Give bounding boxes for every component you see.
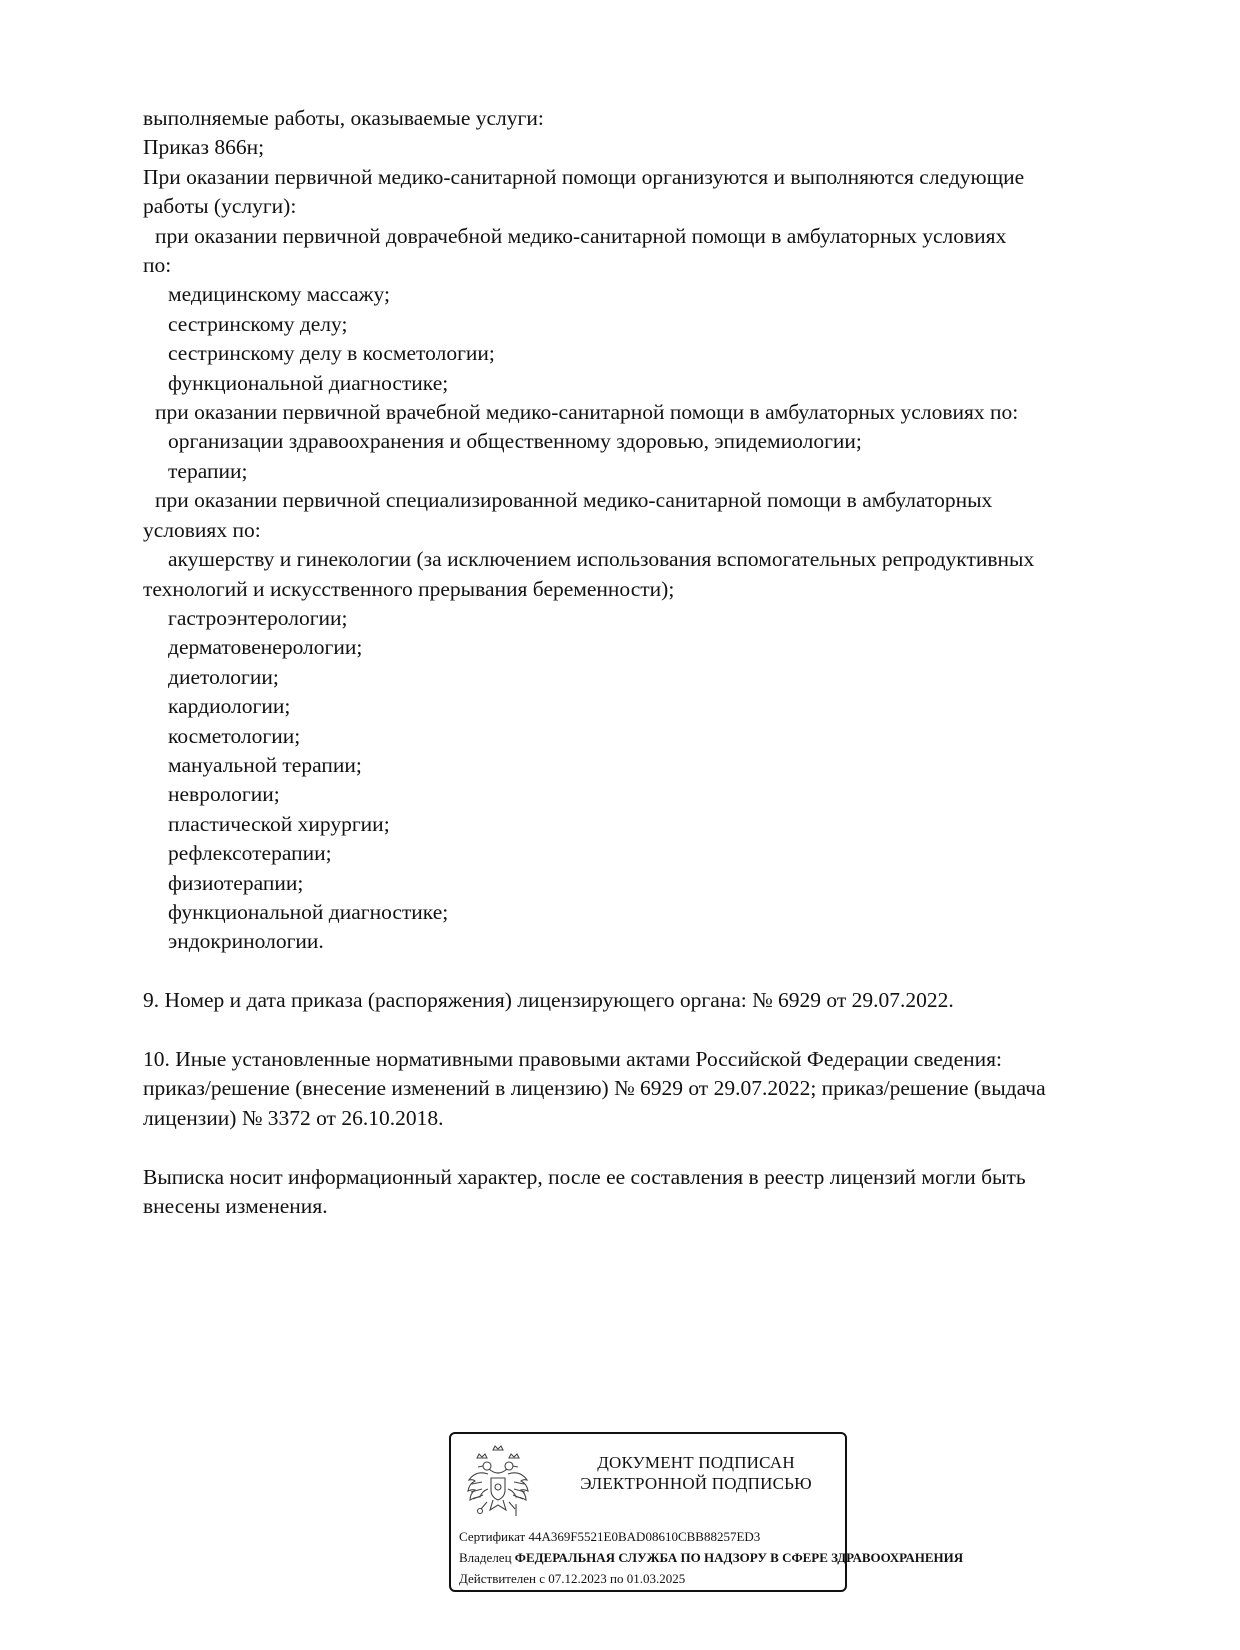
- spacer: [143, 1016, 1173, 1045]
- list-item: сестринскому делу;: [168, 311, 348, 336]
- intro-label: выполняемые работы, оказываемые услуги:: [143, 106, 544, 130]
- other-info-line-3: лицензии) № 3372 от 26.10.2018.: [143, 1105, 444, 1130]
- list-item: сестринскому делу в косметологии;: [168, 341, 495, 366]
- disclaimer-line-1: Выписка носит информационный характер, после ее составления в реестр лицензий могли быть: [143, 1164, 1026, 1189]
- general-statement-line-2: работы (услуги):: [143, 194, 297, 219]
- list-item: косметологии;: [168, 723, 301, 748]
- list-item: медицинскому массажу;: [168, 282, 390, 307]
- certificate-row: [459, 1526, 963, 1547]
- stamp-title-line-1: ДОКУМЕНТ ПОДПИСАН: [597, 1453, 795, 1472]
- specialized-heading-line-2: условиях по:: [143, 517, 261, 542]
- list-item: пластической хирургии;: [168, 811, 390, 836]
- other-info-line-2: приказ/решение (внесение изменений в лицензию) № 6929 от 29.07.2022; приказ/решение (выдача: [143, 1076, 1046, 1101]
- list-item: функциональной диагностике;: [168, 899, 449, 924]
- specialized-heading-line-1: при оказании первичной специализированной медико-санитарной помощи в амбулаторных: [155, 488, 993, 513]
- stamp-title: [561, 1452, 831, 1494]
- spacer: [143, 1133, 1173, 1162]
- spacer: [143, 957, 1173, 986]
- certificate-label: Сертификат: [459, 1529, 526, 1544]
- list-item: акушерству и гинекологии (за исключением использования вспомогательных репродуктивных: [168, 547, 1035, 572]
- general-statement-line-1: При оказании первичной медико-санитарной помощи организуются и выполняются следующие: [143, 164, 1025, 189]
- list-item: рефлексотерапии;: [168, 841, 332, 866]
- list-item-continuation: технологий и искусственного прерывания беременности);: [143, 576, 675, 601]
- validity-period: Действителен с 07.12.2023 по 01.03.2025: [459, 1571, 686, 1586]
- list-item: неврологии;: [168, 782, 280, 807]
- stamp-details: [459, 1526, 963, 1589]
- order-reference: Приказ 866н;: [143, 135, 265, 160]
- list-item: мануальной терапии;: [168, 752, 362, 777]
- stamp-title-line-2: ЭЛЕКТРОННОЙ ПОДПИСЬЮ: [580, 1474, 812, 1493]
- list-item: физиотерапии;: [168, 870, 304, 895]
- list-item: функциональной диагностике;: [168, 370, 449, 395]
- list-item: диетологии;: [168, 664, 279, 689]
- certificate-value: 44A369F5521E0BAD08610CBB88257ED3: [528, 1529, 761, 1544]
- disclaimer-line-2: внесены изменения.: [143, 1193, 328, 1218]
- list-item: кардиологии;: [168, 694, 291, 719]
- owner-label: Владелец: [459, 1550, 512, 1565]
- owner-row: [459, 1547, 963, 1568]
- prehospital-heading-line-2: по:: [143, 253, 172, 278]
- list-item: терапии;: [168, 458, 248, 483]
- prehospital-heading-line-1: при оказании первичной доврачебной медико-санитарной помощи в амбулаторных условиях: [155, 223, 1007, 248]
- physician-heading: при оказании первичной врачебной медико-санитарной помощи в амбулаторных условиях по:: [155, 400, 1019, 425]
- license-extract-body: [143, 104, 1173, 1221]
- list-item: эндокринологии.: [168, 929, 324, 954]
- list-item: гастроэнтерологии;: [168, 605, 348, 630]
- order-number-and-date: 9. Номер и дата приказа (распоряжения) лицензирующего органа: № 6929 от 29.07.2022.: [143, 988, 954, 1013]
- electronic-signature-stamp: [449, 1432, 964, 1592]
- other-info-line-1: 10. Иные установленные нормативными правовыми актами Российской Федерации сведения:: [143, 1046, 1002, 1071]
- list-item: дерматовенерологии;: [168, 635, 363, 660]
- list-item: организации здравоохранения и общественному здоровью, эпидемиологии;: [168, 429, 862, 454]
- owner-value: ФЕДЕРАЛЬНАЯ СЛУЖБА ПО НАДЗОРУ В СФЕРЕ ЗДРАВООХРАНЕНИЯ: [514, 1550, 964, 1565]
- russian-coat-of-arms-icon: [463, 1442, 533, 1524]
